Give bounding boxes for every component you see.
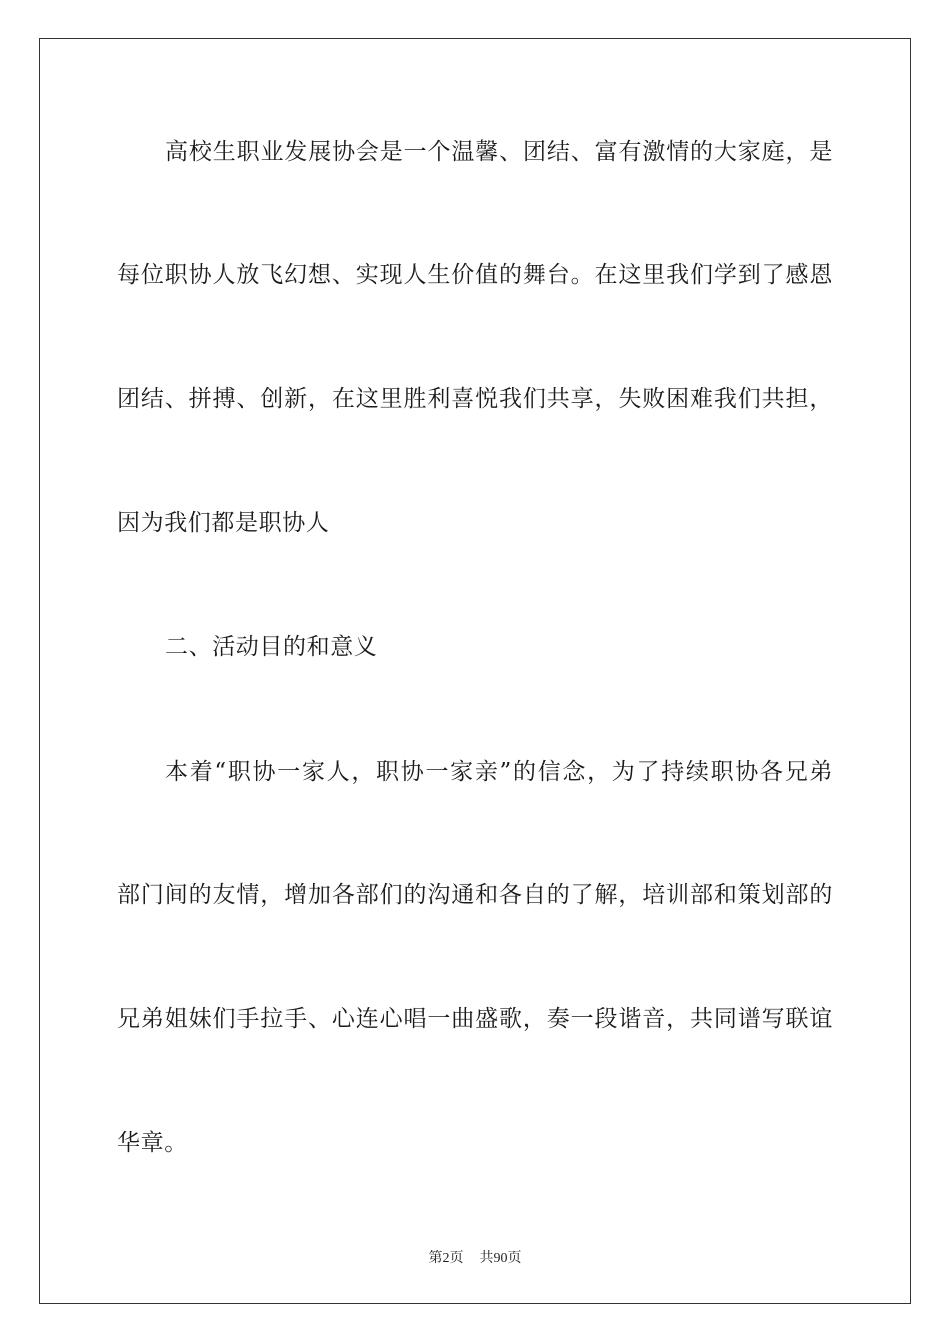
page-border bbox=[39, 38, 911, 1304]
page-total: 共90页 bbox=[479, 1251, 522, 1266]
page-footer bbox=[0, 1247, 950, 1267]
page-number: 第2页 bbox=[428, 1251, 464, 1266]
paragraph-2-line-3: 兄弟姐妹们手拉手、心连心唱一曲盛歌，奏一段谐音，共同谱写联谊 bbox=[117, 1006, 833, 1032]
paragraph-1-line-2: 每位职协人放飞幻想、实现人生价值的舞台。在这里我们学到了感恩 bbox=[117, 262, 833, 288]
paragraph-1-line-3: 团结、拼搏、创新，在这里胜利喜悦我们共享，失败困难我们共担， bbox=[117, 386, 833, 412]
section-heading: 二、活动目的和意义 bbox=[165, 634, 378, 660]
paragraph-2-line-2: 部门间的友情，增加各部们的沟通和各自的了解，培训部和策划部的 bbox=[117, 882, 833, 908]
paragraph-2-line-4: 华章。 bbox=[117, 1130, 188, 1156]
paragraph-1-line-1: 高校生职业发展协会是一个温馨、团结、富有激情的大家庭，是 bbox=[165, 139, 833, 165]
paragraph-1-line-4: 因为我们都是职协人 bbox=[117, 510, 330, 536]
paragraph-2-line-1: 本着“职协一家人，职协一家亲”的信念，为了持续职协各兄弟 bbox=[165, 759, 833, 785]
